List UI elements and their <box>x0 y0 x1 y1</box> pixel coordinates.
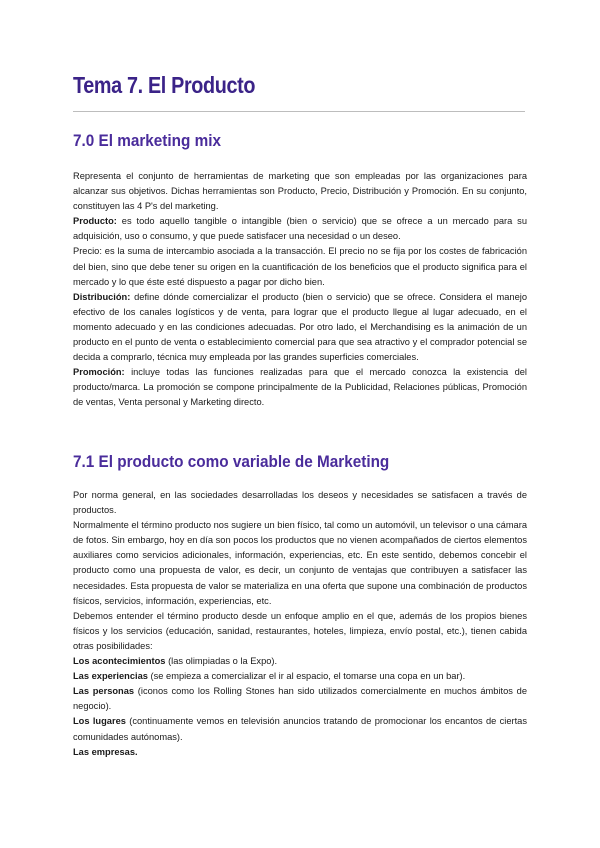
term-empresas: Las empresas. <box>73 746 138 757</box>
list-item-personas <box>73 684 527 714</box>
paragraph-termino-producto: Normalmente el término producto nos sugiere un bien físico, tal como un automóvil, un televisor o una cámara de fotos. Sin embargo, hoy en día son pocos los productos que no vienen acompañados de ciertos elementos auxiliares como servicios adicionales, información, experiencias, etc. En este sentido, debemos concebir el producto como una propuesta de valor, es decir, un conjunto de ventajas que contribuyen a satisfacer las necesidades. Esta propuesta de valor se materializa en una oferta que supone una combinación de productos físicos, servicios, información, experiencias, etc. <box>73 520 527 606</box>
section-heading-marketing-mix: 7.0 El marketing mix <box>73 131 221 150</box>
section-producto-variable-body <box>73 488 527 760</box>
detail-experiencias: (se empieza a comercializar el ir al espacio, el tomarse una copa en un bar). <box>147 671 466 682</box>
paragraph-norma-general: Por norma general, en las sociedades desarrolladas los deseos y necesidades se satisfacen a través de productos. <box>73 490 527 516</box>
list-item-experiencias <box>73 669 527 684</box>
term-promocion: Promoción: <box>73 367 125 378</box>
detail-personas: (iconos como los Rolling Stones han sido utilizados comercialmente en muchos ámbitos de negocio). <box>73 686 527 712</box>
detail-lugares: (continuamente vemos en televisión anuncios tratando de promocionar los encantos de ciertas comunidades autónomas). <box>73 716 527 742</box>
page-title: Tema 7. El Producto <box>73 72 256 98</box>
title-divider <box>73 111 525 112</box>
term-lugares: Los lugares <box>73 716 126 727</box>
paragraph-precio <box>73 244 527 289</box>
detail-acontecimientos: (las olimpiadas o la Expo). <box>165 656 278 667</box>
paragraph-promocion <box>73 365 527 410</box>
term-producto: Producto: <box>73 216 117 227</box>
paragraph-intro: Representa el conjunto de herramientas de marketing que son empleadas por las organizaciones para alcanzar sus objetivos. Dichas herramientas son Producto, Precio, Distribución y Promoción. En su conjunto, constituyen las 4 P's del marketing. <box>73 171 527 212</box>
term-distribucion: Distribución: <box>73 291 131 302</box>
section-heading-producto-variable: 7.1 El producto como variable de Marketing <box>73 452 390 471</box>
term-personas: Las personas <box>73 686 135 697</box>
term-acontecimientos: Los acontecimientos <box>73 656 166 667</box>
section-marketing-mix-body <box>73 169 527 411</box>
list-item-acontecimientos <box>73 654 527 669</box>
list-item-lugares <box>73 714 527 744</box>
paragraph-producto <box>73 214 527 244</box>
paragraph-distribucion <box>73 290 527 365</box>
definition-precio: es la suma de intercambio asociada a la transacción. El precio no se fija por los costes de fabricación del bien, sino que debe tener su origen en la cuantificación de los beneficios que el producto significa para el mercado y lo que éste esté dispuesto a pagar por dicho bien. <box>73 246 527 287</box>
definition-producto: es todo aquello tangible o intangible (bien o servicio) que se ofrece a un mercado para su adquisición, uso o consumo, y que puede satisfacer una necesidad o un deseo. <box>73 216 527 242</box>
list-item-empresas <box>73 745 527 760</box>
definition-distribucion: define dónde comercializar el producto (bien o servicio) que se ofrece. Considera el manejo efectivo de los canales logísticos y de venta, para lograr que el producto llegue al lugar adecuado, en el momento adecuado y en las condiciones adecuadas. Por otro lado, el Merchandising es la animación de un producto en el punto de venta o establecimiento comercial para que sea atractivo y el comprador potencial se decida a comprarlo, técnica muy empleada por las grandes superficies comerciales. <box>73 291 527 363</box>
paragraph-enfoque-amplio: Debemos entender el término producto desde un enfoque amplio en el que, además de los propios bienes físicos y los servicios (educación, sanidad, restaurantes, hoteles, limpieza, envío postal, etc.), tienen cabida otras posibilidades: <box>73 610 527 651</box>
term-experiencias: Las experiencias <box>73 671 148 682</box>
definition-promocion: incluye todas las funciones realizadas para que el mercado conozca la existencia del producto/marca. La promoción se compone principalmente de la Publicidad, Relaciones públicas, Promoción de ventas, Venta personal y Marketing directo. <box>73 367 527 408</box>
term-precio: Precio: <box>73 246 102 257</box>
